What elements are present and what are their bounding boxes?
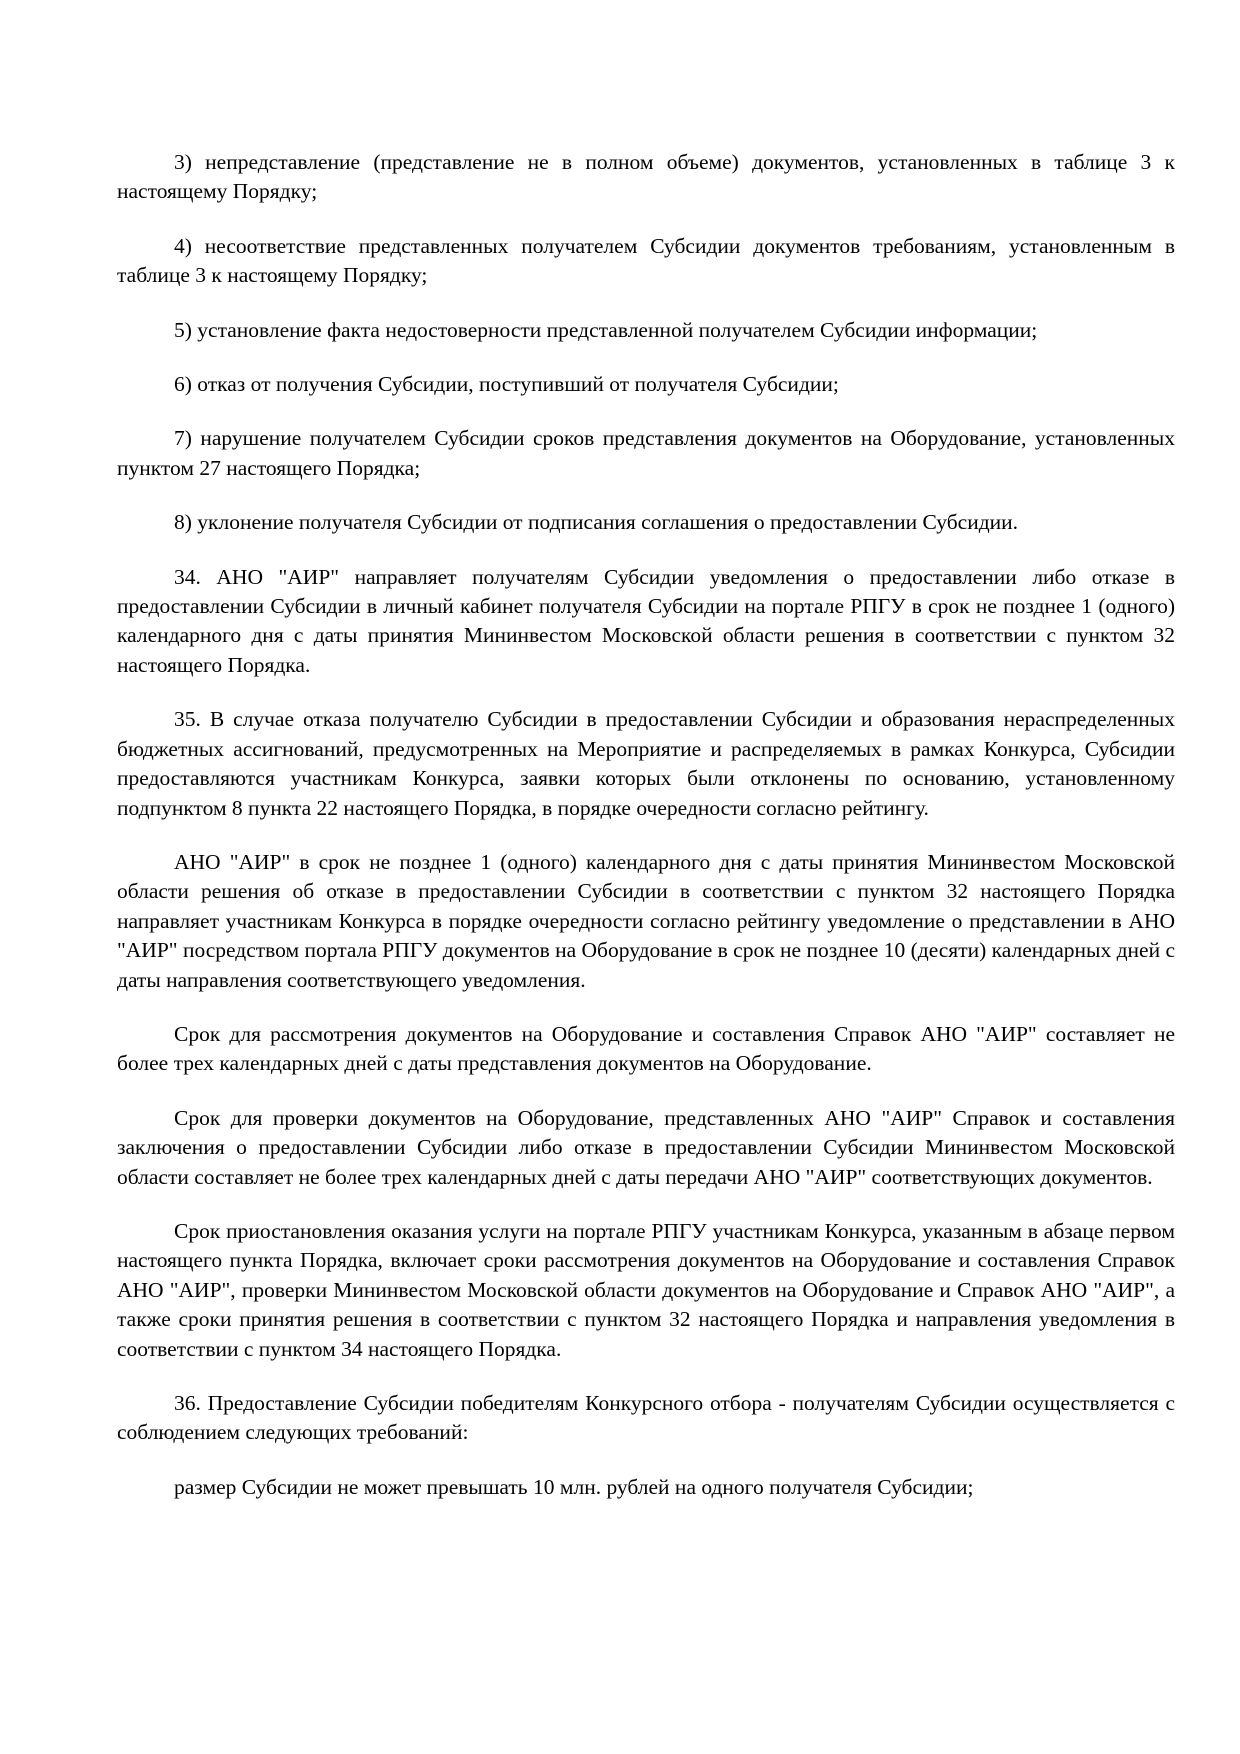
paragraph-clause-36-limit: размер Субсидии не может превышать 10 млн. рублей на одного получателя Субсидии; [174,1474,974,1499]
document-page [117,148,1175,1527]
paragraph-item-6: 6) отказ от получения Субсидии, поступивший от получателя Субсидии; [174,372,839,397]
paragraph-item-3: 3) непредставление (представление не в полном объеме) документов, установленных в таблице 3 к настоящему Порядку; [117,150,1175,204]
paragraph-clause-34: 34. АНО "АИР" направляет получателям Субсидии уведомления о предоставлении либо отказе в предоставлении Субсидии в личный кабинет получателя Субсидии на портале РПГУ в срок не позднее 1 (одного) календарного дня с даты принятия Мининвестом Московской области решения в соответствии с пунктом 32 настоящего Порядка. [117,564,1175,677]
paragraph-clause-36: 36. Предоставление Субсидии победителям Конкурсного отбора - получателям Субсидии осуществляется с соблюдением следующих требований: [117,1391,1175,1445]
paragraph-clause-35-suspension-term: Срок приостановления оказания услуги на портале РПГУ участникам Конкурса, указанным в абзаце первом настоящего пункта Порядка, включает сроки рассмотрения документов на Оборудование и составления Справок АНО "АИР", проверки Мининвестом Московской области документов на Оборудование и Справок АНО "АИР", а также сроки принятия решения в соответствии с пунктом 32 настоящего Порядка и направления уведомления в соответствии с пунктом 34 настоящего Порядка. [117,1218,1175,1361]
paragraph-item-4: 4) несоответствие представленных получателем Субсидии документов требованиям, установленным в таблице 3 к настоящему Порядку; [117,233,1175,288]
paragraph-item-7: 7) нарушение получателем Субсидии сроков представления документов на Оборудование, установленных пунктом 27 настоящего Порядка; [117,426,1175,480]
paragraph-clause-35: 35. В случае отказа получателю Субсидии в предоставлении Субсидии и образования нераспределенных бюджетных ассигнований, предусмотренных на Мероприятие и распределяемых в рамках Конкурса, Субсидии предоставляются участникам Конкурса, заявки которых были отклонены по основанию, установленному подпунктом 8 пункта 22 настоящего Порядка, в порядке очередности согласно рейтингу. [117,707,1175,820]
paragraph-clause-35-notice: АНО "АИР" в срок не позднее 1 (одного) календарного дня с даты принятия Мининвестом Московской области решения об отказе в предоставлении Субсидии в соответствии с пунктом 32 настоящего Порядка направляет участникам Конкурса в порядке очередности согласно рейтингу уведомление о представлении в АНО "АИР" посредством портала РПГУ документов на Оборудование в срок не позднее 10 (десяти) календарных дней с даты направления соответствующего уведомления. [117,849,1175,992]
paragraph-clause-35-review-term: Срок для рассмотрения документов на Оборудование и составления Справок АНО "АИР" составляет не более трех календарных дней с даты представления документов на Оборудование. [117,1021,1175,1076]
paragraph-item-5: 5) установление факта недостоверности представленной получателем Субсидии информации; [174,317,1038,342]
paragraph-item-8: 8) уклонение получателя Субсидии от подписания соглашения о предоставлении Субсидии. [174,510,1019,535]
paragraph-clause-35-check-term: Срок для проверки документов на Оборудование, представленных АНО "АИР" Справок и составления заключения о предоставлении Субсидии либо отказе в предоставлении Субсидии Мининвестом Московской области составляет не более трех календарных дней с даты передачи АНО "АИР" соответствующих документов. [117,1105,1175,1189]
